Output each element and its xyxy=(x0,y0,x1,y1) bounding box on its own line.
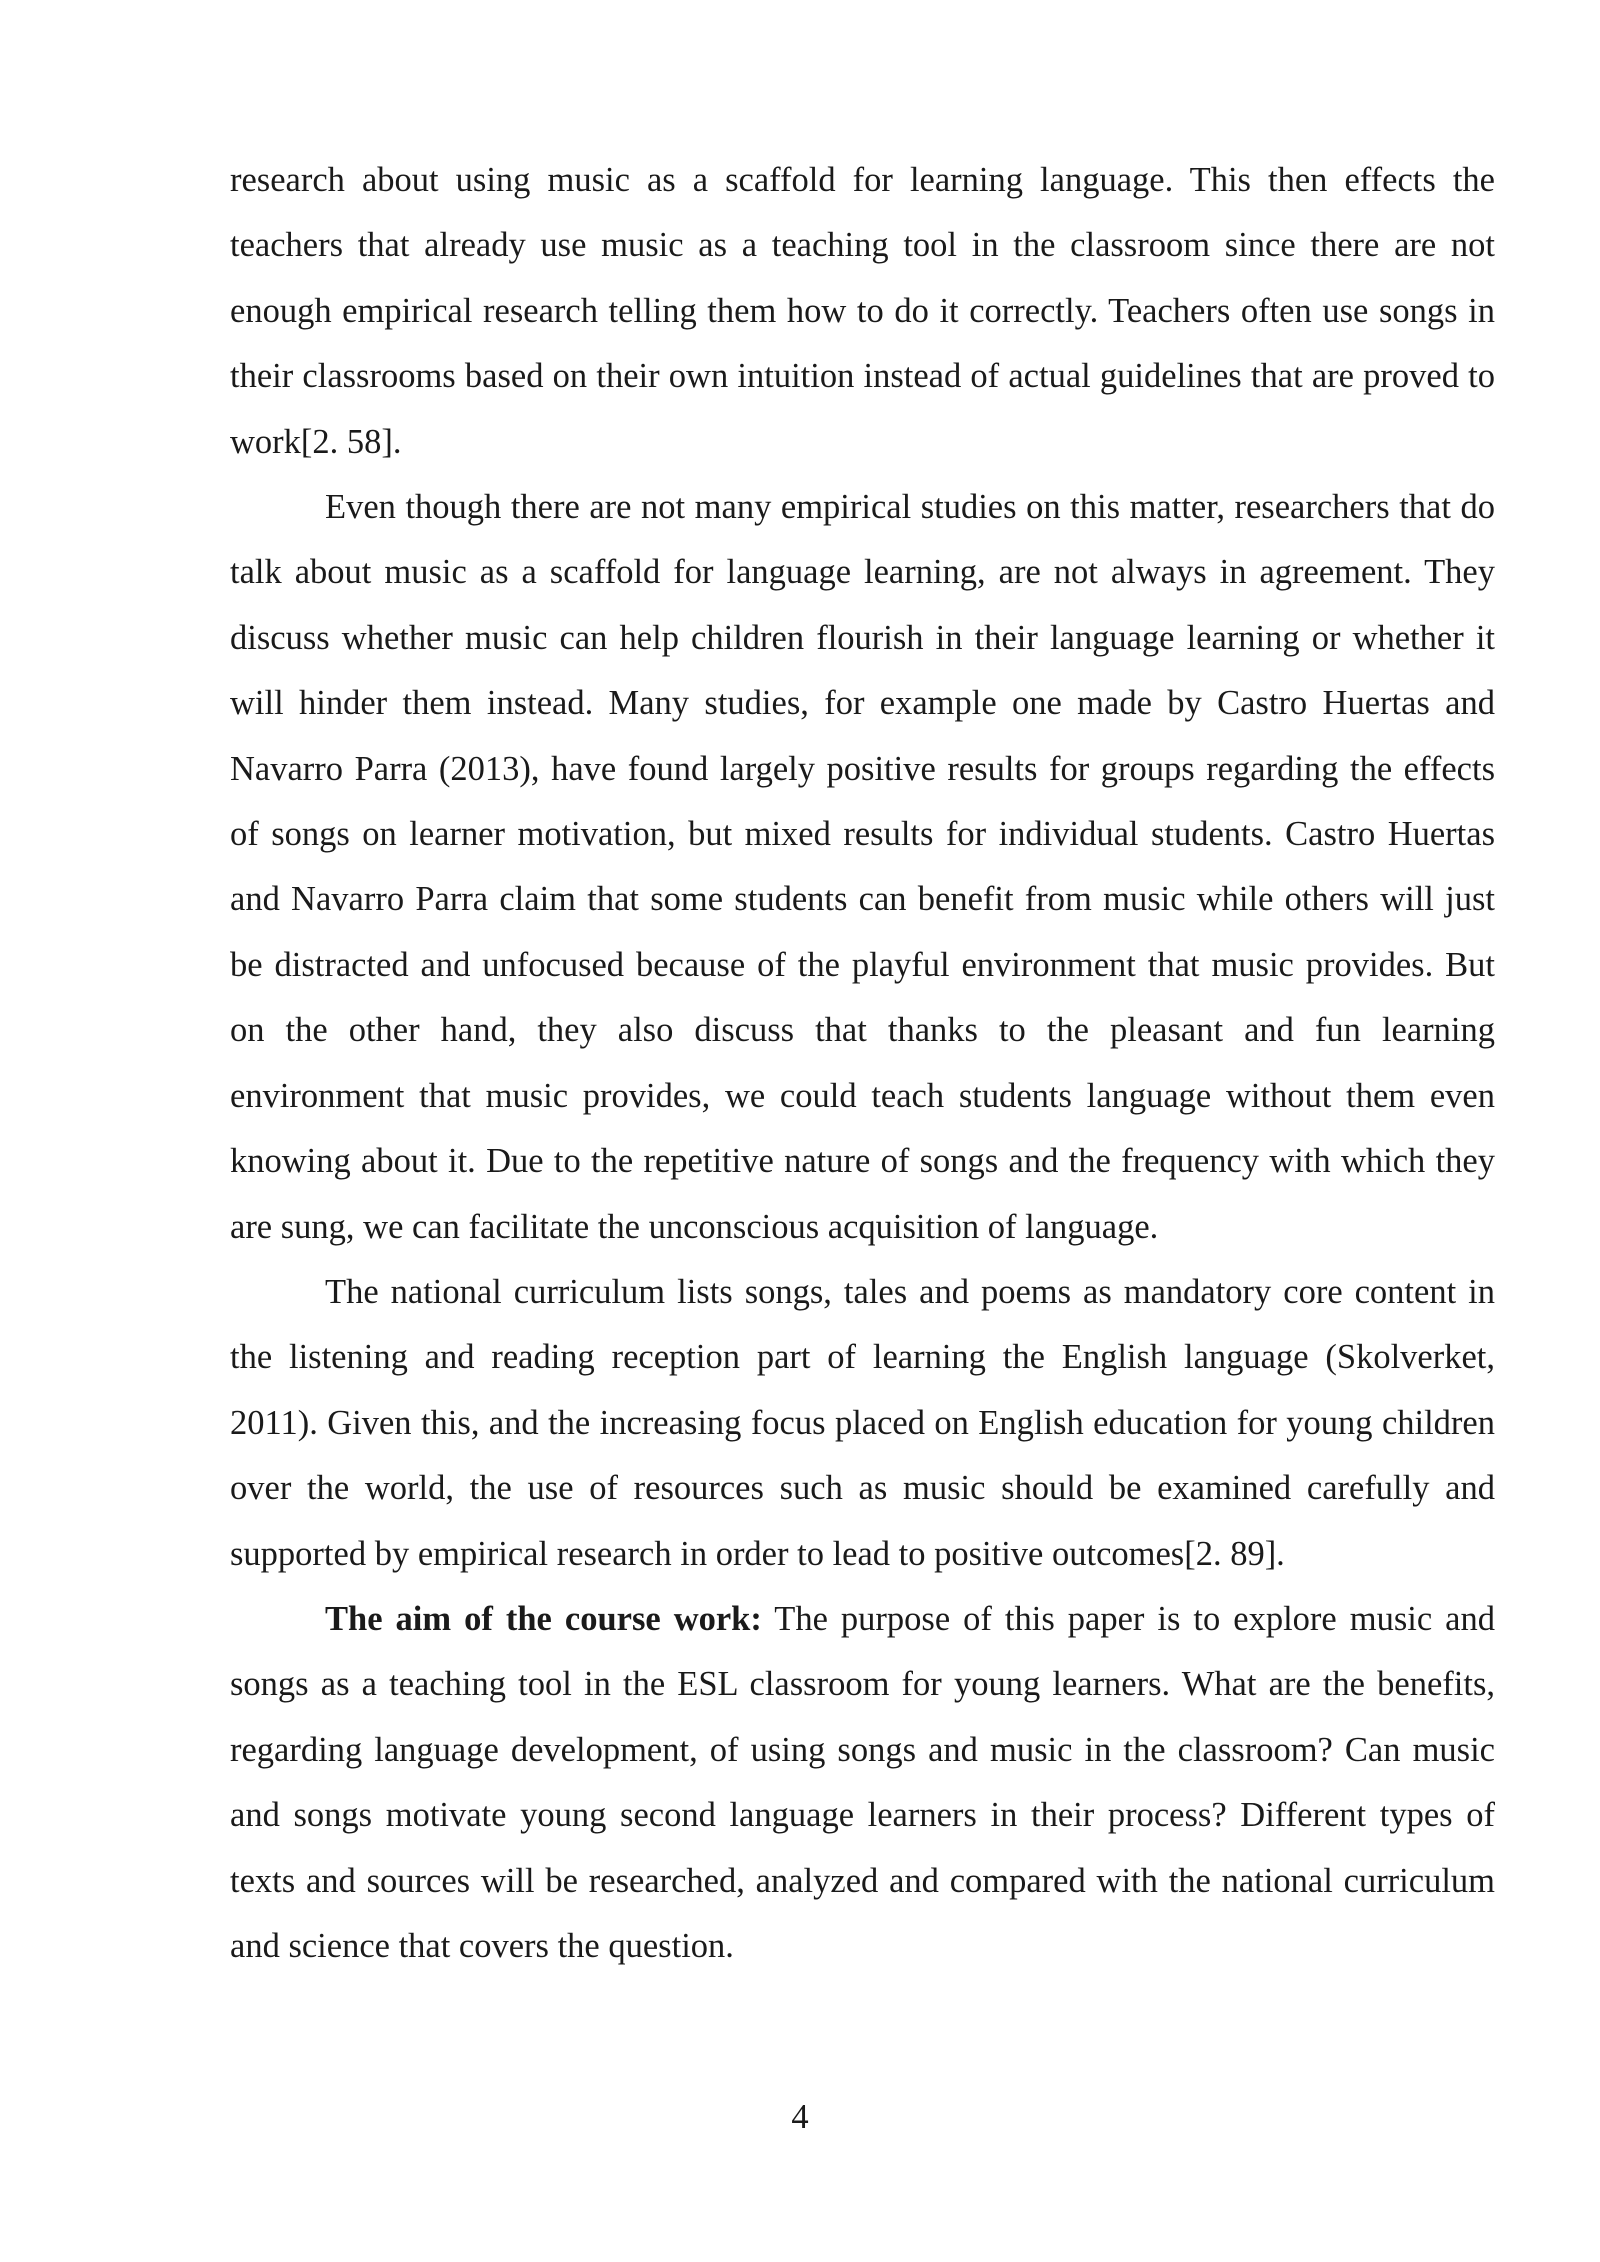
paragraph-disagreement xyxy=(230,475,1495,1260)
aim-heading: The aim of the course work: xyxy=(325,1599,762,1638)
paragraph-course-aim xyxy=(230,1587,1495,1979)
page-number: 4 xyxy=(791,2098,809,2136)
paragraph-text: Even though there are not many empirical studies on this matter, researchers that do talk about music as a scaffold for language learning, are not always in agreement. They discuss whether music can help children flourish in their language learning or whether it will hinder them instead. Many studies, for example one made by Castro Huertas and Navarro Parra (2013), have found largely positive results for groups regarding the effects of songs on learner motivation, but mixed results for individual students. Castro Huertas and Navarro Parra claim that some students can benefit from music while others will just be distracted and unfocused because of the playful environment that music provides. But on the other hand, they also discuss that thanks to the pleasant and fun learning environment that music provides, we could teach students language without them even knowing about it. Due to the repetitive nature of songs and the frequency with which they are sung, we can facilitate the unconscious acquisition of language. xyxy=(230,488,1495,1246)
body-text xyxy=(230,148,1495,1979)
paragraph-text: The purpose of this paper is to explore music and songs as a teaching tool in the ESL classroom for young learners. What are the benefits, regarding language development, of using songs and music in the classroom? Can music and songs motivate young second language learners in their process? Different types of texts and sources will be researched, analyzed and compared with the national curriculum and science that covers the question. xyxy=(230,1599,1495,1965)
paragraph-research-gap xyxy=(230,148,1495,475)
paragraph-text: The national curriculum lists songs, tales and poems as mandatory core content in the listening and reading reception part of learning the English language (Skolverket, 2011). Given this, and the increasing focus placed on English education for young children over the world, the use of resources such as music should be examined carefully and supported by empirical research in order to lead to positive outcomes[2. 89]. xyxy=(230,1272,1495,1573)
paragraph-text: research about using music as a scaffold for learning language. This then effects the teachers that already use music as a teaching tool in the classroom since there are not enough empirical research telling them how to do it correctly. Teachers often use songs in their classrooms based on their own intuition instead of actual guidelines that are proved to work[2. 58]. xyxy=(230,161,1495,461)
paragraph-national-curriculum xyxy=(230,1260,1495,1587)
